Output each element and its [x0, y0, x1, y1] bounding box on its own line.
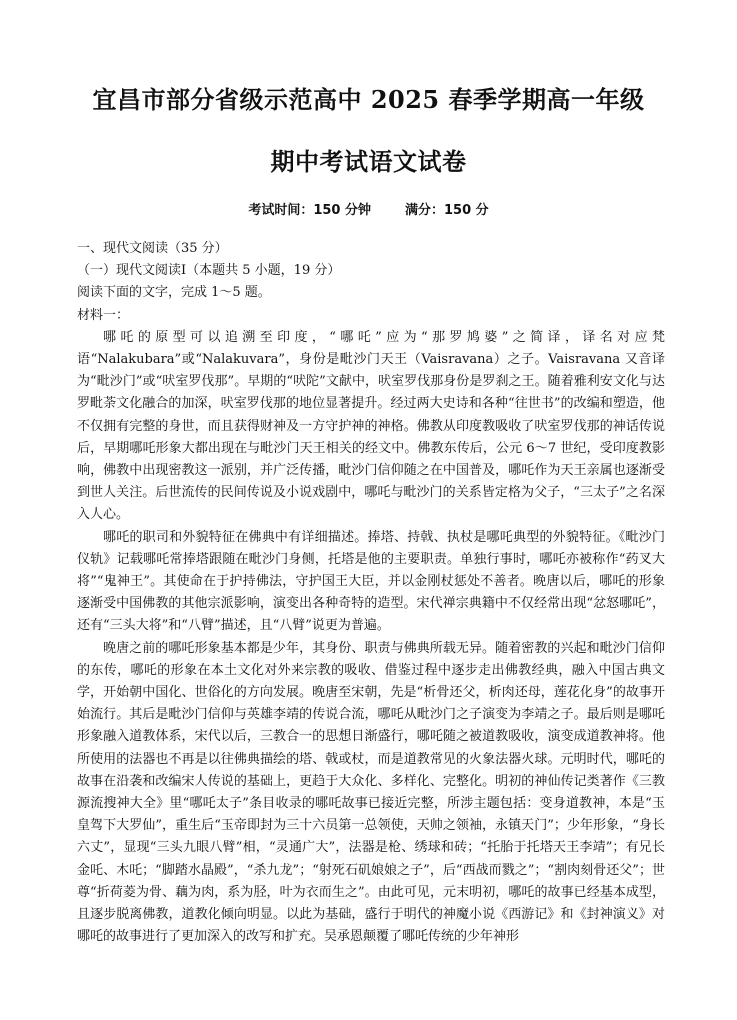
section-heading: 一、现代文阅读（35 分） — [77, 241, 228, 256]
paragraph-evolution: 晚唐之前的哪吒形象基本都是少年，其身份、职责与佛典所载无异。随着密教的兴起和毗沙门信仰的东传，哪吒的形象在本土文化对外来宗教的吸收、借鉴过程中逐步走出佛教经典，融入中国古典文学，开始朝中国化、世俗化的方向发展。晚唐至宋朝，先是“析骨还父，析肉还母，莲花化身”的故事开始流行。其后是毗沙门信仰与英雄李靖的传说合流，哪吒从毗沙门之子演变为李靖之子。最后则是哪吒形象融入道教体系，宋代以后，三教合一的思想日渐盛行，哪吒随之被道教吸收，演变成道教神将。他所使用的法器也不再是以往佛典描绘的塔、戟或杖，而是道教常见的火象法器火球。元明时代，哪吒的故事在沿袭和改编宋人传说的基础上，更趋于大众化、多样化、完整化。明初的神仙传记类著作《三教源流搜神大全》里“哪吒太子”条目收录的哪吒故事已接近完整，所涉主题包括：变身道教神，本是“玉皇驾下大罗仙”，重生后“玉帝即封为三十六员第一总领使，天帅之领袖，永镇天门”；少年形象，“身长六丈”，显现“三头九眼八臂”相，“灵通广大”，法器是枪、绣球和砖；“托胎于托塔天王李靖”；有兄长金吒、木吒；“脚踏水晶殿”，“杀九龙”；“射死石矶娘娘之子”，后“西战而戮之”；“割肉刻骨还父”；世尊“折荷菱为骨、藕为肉，系为胫，叶为衣而生之”。由此可见，元末明初，哪吒的故事已经基本成型，且逐步脱离佛教，道教化倾向明显。以此为基础，盛行于明代的神魔小说《西游记》和《封神演义》对哪吒的故事进行了更加深入的改写和扩充。吴承恩颠覆了哪吒传统的少年神形 — [77, 640, 665, 945]
exam-title-line1: 宜昌市部分省级示范高中 2025 春季学期高一年级 — [92, 85, 645, 114]
exam-title-line2: 期中考试语文试卷 — [270, 147, 467, 176]
paragraph-origin: 哪吒的原型可以追溯至印度，“哪吒”应为“那罗鸠婆”之简译，译名对应梵语“Nalakubara”或“Nalakuvara”，身份是毗沙门天王（Vaisravana）之子。Vaisravana 又音译为“毗沙门”或“吠室罗伐那”。早期的“吠陀”文献中，吠室罗伐那身份是罗刹之王。随着雅利安文化与达罗毗荼文化融合的加深，吠室罗伐那的地位显著提升。经过两大史诗和各种“往世书”的改编和塑造，他不仅拥有完整的身世，而且获得财神及一方守护神的神格。佛教从印度教吸收了吠室罗伐那的神话传说后，早期哪吒形象大都出现在与毗沙门天王相关的经文中。佛教东传后，公元 6～7 世纪，受印度教影响，佛教中出现密教这一派别，并广泛传播，毗沙门信仰随之在中国普及，哪吒作为天王亲属也逐渐受到世人关注。后世流传的民间传说及小说戏剧中，哪吒与毗沙门的关系皆定格为父子，“三太子”之名深入人心。 — [77, 329, 665, 523]
full-score: 满分：150 分 — [405, 203, 489, 218]
exam-time: 考试时间：150 分钟 — [248, 203, 371, 218]
section-subheading: （一）现代文阅读Ⅰ（本题共 5 小题，19 分） — [77, 263, 341, 279]
section-instruction: 阅读下面的文字，完成 1～5 题。 — [77, 285, 271, 301]
reading-section — [77, 238, 665, 949]
exam-meta — [0, 199, 737, 218]
material-label: 材料一： — [77, 307, 130, 323]
paragraph-duties: 哪吒的职司和外貌特征在佛典中有详细描述。捧塔、持戟、执杖是哪吒典型的外貌特征。《毗沙门仪轨》记载哪吒常捧塔跟随在毗沙门身侧，托塔是他的主要职责。单独行事时，哪吒亦被称作“药叉大将”“鬼神王”。其使命在于护持佛法，守护国王大臣，并以金刚杖惩处不善者。晚唐以后，哪吒的形象逐渐受中国佛教的其他宗派影响，演变出各种奇特的造型。宋代禅宗典籍中不仅经常出现“忿怒哪吒”，还有“三头大将”和“八臂”描述，且“八臂”说更为普遍。 — [77, 529, 665, 634]
